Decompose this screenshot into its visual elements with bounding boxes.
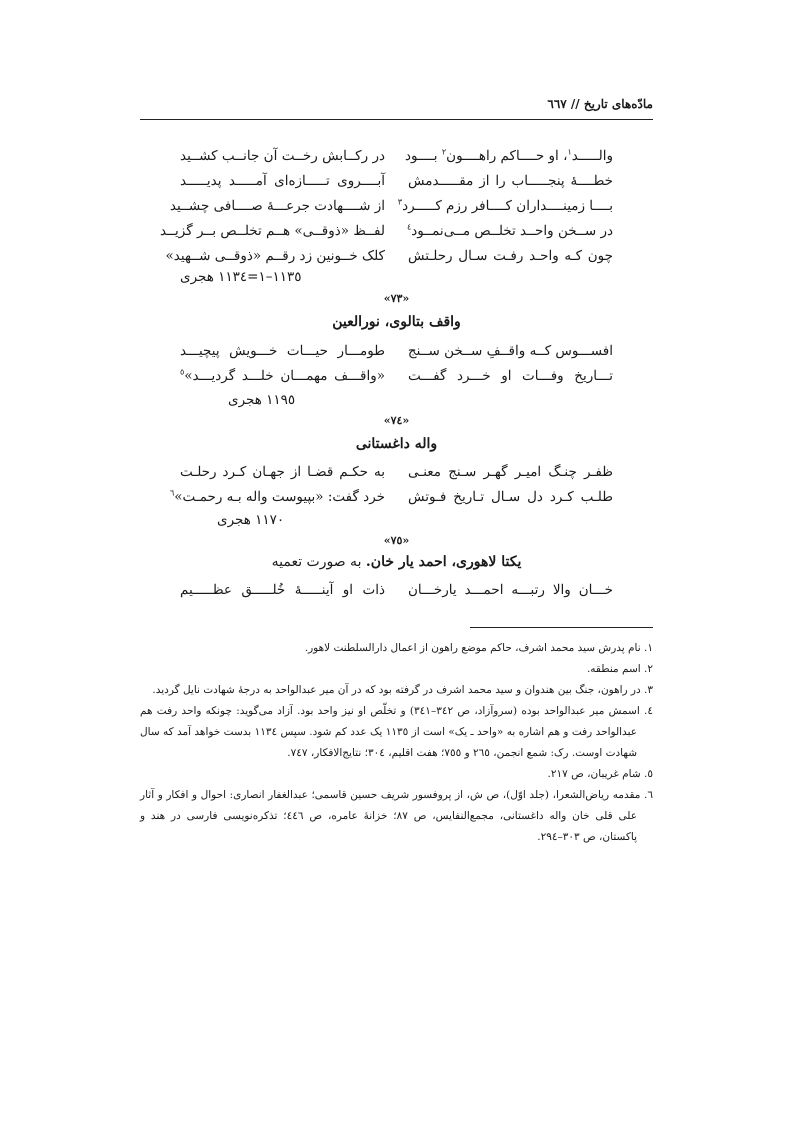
footnote: ٢. اسم منطقه. — [586, 663, 653, 675]
verse-row — [169, 195, 613, 217]
verse-first-hemistich: ظفـر چنـگ امیـر گهـر سـنج معنـی — [408, 464, 613, 480]
verse-row — [180, 145, 613, 167]
footnote-marker: ٢ — [441, 147, 447, 157]
footnote-marker: ١ — [567, 147, 572, 157]
verse-second-hemistich: لفــظ «ذوقــی» هــم تخلــص بــر گزیــد — [160, 223, 385, 239]
verse-first-hemistich: بــــا زمینــــداران کــــافر رزم کـــــرد$^٣$ — [397, 197, 613, 214]
section-title: واقف بتالوی، نورالعین — [332, 314, 461, 330]
section-title: یکتا لاهوری، احمد یار خان. به صورت تعمیه — [271, 554, 522, 570]
footnote-marker: ٤ — [406, 222, 412, 232]
verse-first-hemistich: افســـوس کــه واقــفِ ســخن ســنج — [407, 343, 613, 359]
verse-second-hemistich: طومـــار حیـــات خـــویش پیچیـــد — [180, 343, 385, 359]
header-rule — [140, 119, 653, 120]
footnote: ٣. در راهون، جنگ بین هندوان و سید محمد اشرف در گرفته بود که در آن میر عبدالواحد به درجهٔ شهادت نایل گردید. — [152, 684, 653, 696]
verse-second-hemistich: خرد گفت: «بپیوست واله بـه رحمـت»$^٦$ — [169, 488, 385, 505]
verse-second-hemistich: کلک خــونین زد رقــم «ذوقــی شــهید» — [165, 248, 385, 264]
footnote-marker: ٣ — [397, 197, 403, 207]
verse-first-hemistich: خـــان والا رتبـــه احمـــد یارخـــان — [408, 582, 613, 598]
verse-row — [180, 461, 613, 483]
section-number: «٧٤» — [383, 414, 410, 427]
verse-row — [165, 245, 613, 267]
running-header: مادّه‌های تاریخ // ٦٦٧ — [547, 97, 653, 111]
verse-first-hemistich: چون کـه واحـد رفـت سـال رحلـتش — [408, 248, 613, 264]
verse-first-hemistich: تـــاریخ وفـــات او خـــرد گفـــت — [408, 368, 613, 384]
date-line: ١١٩٥ هجری — [228, 392, 296, 408]
verse-row — [160, 220, 613, 242]
verse-row — [180, 579, 613, 601]
verse-first-hemistich: والـــــد$^١$، او حــــاکم راهــــون$^٢$ بــــود — [405, 147, 613, 164]
verse-first-hemistich: طلـب کـرد دل سـال تـاریخ فـوتش — [408, 489, 613, 505]
footnotes — [140, 638, 653, 848]
footnote-marker: ٦ — [169, 488, 175, 498]
verse-second-hemistich: ذات او آینـــــهٔ خُلـــــق عظـــــیم — [180, 582, 385, 598]
date-line: ١١٧٠ هجری — [217, 512, 285, 528]
section-title: واله داغستانی — [355, 436, 438, 452]
verse-second-hemistich: به حکـم قضـا از جهـان کـرد رحلـت — [180, 464, 385, 480]
footnote: ١. نام پدرش سید محمد اشرف، حاکم موضع راهون از اعمال دارالسلطنت لاهور. — [304, 642, 653, 654]
date-line: ١١٣٥–١=١١٣٤ هجری — [180, 269, 302, 285]
verse-second-hemistich: از شــــهادت جرعـــهٔ صــــافی چشــید — [169, 198, 385, 214]
verse-first-hemistich: در ســخن واحــد تخلــص مــی‌نمــود$^٤$ — [406, 222, 613, 239]
verse-second-hemistich: آبــــروی تـــــازه‌ای آمـــــد پدیـــــد — [180, 173, 385, 189]
verse-first-hemistich: خطــــهٔ پنجـــــاب را از مقـــــدمش — [408, 173, 613, 189]
footnote-marker: ٥ — [180, 367, 185, 377]
footnote: ٥. شام غریبان، ص ٢١٧. — [547, 768, 653, 780]
verse-row — [180, 170, 613, 192]
verse-row — [180, 340, 613, 362]
verse-second-hemistich: «واقـــف مهمـــان خلـــد گردیـــد»$^٥$ — [180, 367, 385, 384]
verse-second-hemistich: در رکــابش رخــت آن جانــب کشــید — [180, 148, 385, 164]
section-number: «٧٣» — [383, 292, 410, 305]
footnote: ٦. مقدمه ریاض‌الشعرا، (جلد اوّل)، ص ش، از پروفسور شریف حسین قاسمی؛ عبدالغفار انصاری: احوال و افکار و آثار علی قلی خان واله داغستانی، مجمع‌النفایس، ص ٨٧؛ خزانهٔ عامره، ص ٤٤٦؛ تذکره‌نویسی فارسی در هند و پاکستان، ص ٣٠٣–٢٩٤. — [140, 789, 653, 843]
section-number: «٧٥» — [383, 534, 410, 547]
footnote-rule — [470, 627, 653, 628]
verse-row — [180, 365, 613, 387]
footnote: ٤. اسمش میر عبدالواحد بوده (سروآزاد، ص ٣٤٢–٣٤١) و تخلّص او نیز واحد بود. آزاد می‌گوید: چونکه واحد رفت هم عبدالواحد رفت و هم اشاره به «واحد ـ یک» است از ١١٣٥ یک عدد کم شود. سپس ١١٣٤ بدست خواهد آمد که سال شهادت اوست. رک: شمع انجمن، ٢٦٥ و ٧٥٥؛ هفت اقلیم، ٣٠٤؛ نتایج‌الافکار، ٧٤٧. — [140, 705, 654, 759]
verse-row — [169, 486, 613, 508]
